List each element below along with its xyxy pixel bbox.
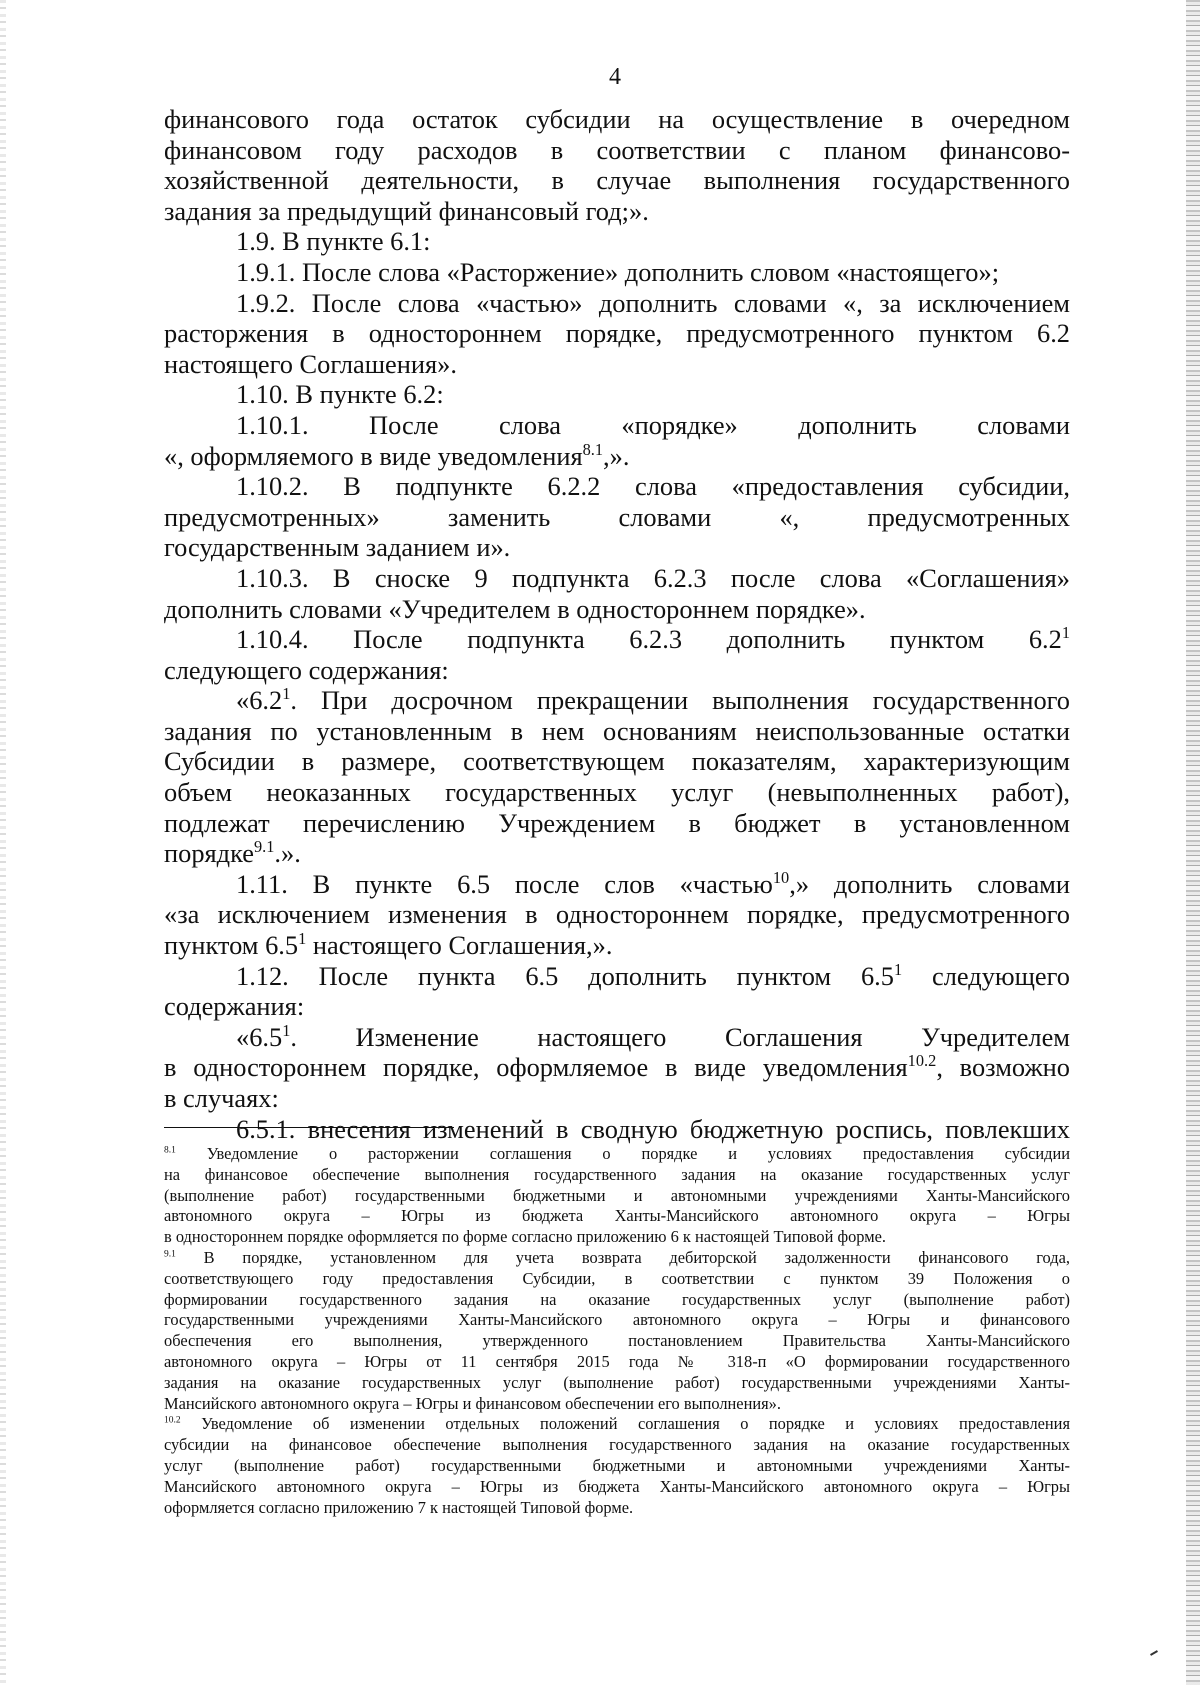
body-text-span: настоящего Соглашения,». [306,930,613,961]
body-line: настоящего Соглашения». [164,348,457,379]
footnote-separator [164,1127,454,1128]
body-line: подлежат перечислению Учреждением в бюджет в установленном [164,807,1070,838]
body-line: задания за предыдущий финансовый год;». [164,195,649,226]
footnote-ref[interactable]: 8.1 [582,439,604,459]
body-line [164,685,1070,716]
body-text-span: .». [274,838,301,869]
body-line: «за исключением изменения в одностороннем порядке, предусмотренного [164,899,1070,930]
body-text-span: 1.12. После пункта 6.5 дополнить пунктом 6.5 [236,960,894,991]
body-line [164,869,1070,900]
body-text-span: 1.11. В пункте 6.5 после слов «частью [236,868,773,899]
body-line: в случаях: [164,1083,279,1113]
body-text-span: ,» дополнить словами [789,868,1071,899]
body-line: задания по установленным в нем основаниям неиспользованные остатки [164,715,1070,746]
footnote-line: субсидии на финансовое обеспечение выполнения государственного задания на оказание государственных [164,1435,1070,1455]
body-text [164,104,1070,1144]
footnote-line: (выполнение работ) государственными бюджетными и автономными учреждениями Ханты-Мансийского [164,1185,1070,1205]
footnote-line: в одностороннем порядке оформляется по форме согласно приложению 6 к настоящей Типовой форме. [164,1227,886,1247]
body-text-span: «, оформляемого в виде уведомления [164,440,583,471]
body-line: 6.5.1. внесения изменений в сводную бюджетную роспись, повлекших [236,1113,1070,1144]
footnote-line: задания на оказание государственных услуг (выполнение работ) государственными учреждениями Ханты- [164,1372,1070,1392]
body-line: финансового года остаток субсидии на осуществление в очередном [164,104,1070,134]
superscript: 1 [1061,623,1070,643]
body-text-span: 1.10.4. После подпункта 6.2.3 дополнить пунктом 6.2 [236,624,1062,655]
body-line: объем неоказанных государственных услуг (невыполненных работ), [164,777,1070,808]
superscript: 1 [298,929,307,949]
superscript: 1 [282,1021,291,1041]
footnote-mark: 8.1 [164,1145,176,1156]
body-line [164,624,1070,655]
body-line: 1.10.2. В подпункте 6.2.2 слова «предоставления субсидии, [236,471,1070,502]
body-line: хозяйственной деятельности, в случае выполнения государственного [164,165,1070,196]
body-line: 1.10. В пункте 6.2: [236,379,444,410]
footnote-line: соответствующего году предоставления Субсидии, в соответствии с пунктом 39 Положения о [164,1268,1070,1288]
body-line: 1.9.2. После слова «частью» дополнить словами «, за исключением [236,287,1070,318]
body-line: дополнить словами «Учредителем в одностороннем порядке». [164,593,866,624]
footnote-line [164,1248,1070,1269]
footnote-line: государственными учреждениями Ханты-Мансийского автономного округа – Югры и финансового [164,1310,1070,1330]
body-line: 1.9. В пункте 6.1: [236,226,431,257]
footnote-text: В порядке, установленном для учета возврата дебиторской задолженности финансового года, [175,1247,1070,1267]
body-line: 1.10.1. После слова «порядке» дополнить словами [236,409,1070,440]
body-line [164,838,1070,869]
body-text-span: , возможно [936,1052,1070,1083]
body-line: предусмотренных» заменить словами «, предусмотренных [164,501,1070,532]
superscript: 1 [893,959,903,979]
body-text-span: ,». [603,440,630,471]
scan-artifact-mark [1150,1650,1158,1656]
scan-edge-left [0,0,6,1685]
scan-edge-right [1186,0,1200,1685]
footnote-line: оформляется согласно приложению 7 к настоящей Типовой форме. [164,1497,634,1517]
body-text-span: пунктом 6.5 [164,930,299,961]
body-text-span: следующего [902,960,1070,991]
body-line: 1.10.3. В сноске 9 подпункта 6.2.3 после слова «Соглашения» [236,562,1070,593]
footnote-text: Уведомление о расторжении соглашения о порядке и условиях предоставления субсидии [175,1144,1070,1163]
footnote-line: Мансийского автономного округа – Югры из бюджета Ханты-Мансийского автономного округа – Югры [164,1476,1070,1496]
body-text-span: «6.5 [236,1021,283,1052]
footnote-mark: 9.1 [164,1249,176,1260]
page-number: 4 [609,64,621,90]
footnote-mark: 10.2 [164,1415,181,1426]
body-line [164,1052,1070,1083]
body-line: финансовом году расходов в соответствии с планом финансово- [164,134,1070,165]
footnote-text: Уведомление об изменении отдельных положений соглашения о порядке и условиях предоставления [180,1414,1070,1434]
footnote-line: Мансийского автономного округа – Югры и финансовом обеспечении его выполнения». [164,1393,781,1413]
footnote-line [164,1414,1070,1435]
footnote-line [164,1144,1070,1165]
body-line [164,961,1070,992]
footnote-line: автономного округа – Югры от 11 сентября 2015 года № 318-п «О формировании государственного [164,1351,1070,1371]
body-line [164,1022,1070,1053]
body-text-span: в одностороннем порядке, оформляемое в виде уведомления [164,1052,908,1083]
body-line: содержания: [164,991,305,1022]
body-line: расторжения в одностороннем порядке, предусмотренного пунктом 6.2 [164,318,1070,349]
body-line: Субсидии в размере, соответствующем показателям, характеризующим [164,746,1070,777]
footnotes [164,1144,1070,1518]
footnote-line: услуг (выполнение работ) государственными бюджетными и автономными учреждениями Ханты- [164,1455,1070,1475]
body-text-span: . При досрочном прекращении выполнения государственного [290,685,1070,716]
body-line [164,441,1070,472]
body-line: следующего содержания: [164,654,449,685]
superscript: 1 [282,684,291,704]
body-text-span: порядке [164,838,254,869]
footnote-line: обеспечения его выполнения, утвержденного постановлением Правительства Ханты-Мансийского [164,1331,1070,1351]
body-line: 1.9.1. После слова «Расторжение» дополнить словом «настоящего»; [236,256,1000,287]
footnote-line: на финансовое обеспечение выполнения государственного задания на оказание государственных услуг [164,1164,1070,1184]
body-line: государственным заданием и». [164,532,511,563]
footnote-ref[interactable]: 10.2 [907,1051,937,1071]
body-text-span: «6.2 [236,685,283,716]
footnote-ref[interactable]: 9.1 [253,837,275,857]
body-line [164,930,1070,961]
footnote-line: автономного округа – Югры из бюджета Ханты-Мансийского автономного округа – Югры [164,1206,1070,1226]
footnote-ref[interactable]: 10 [772,868,790,888]
body-text-span: . Изменение настоящего Соглашения Учредителем [290,1021,1070,1052]
footnote-line: формировании государственного задания на оказание государственных услуг (выполнение работ) [164,1289,1070,1309]
